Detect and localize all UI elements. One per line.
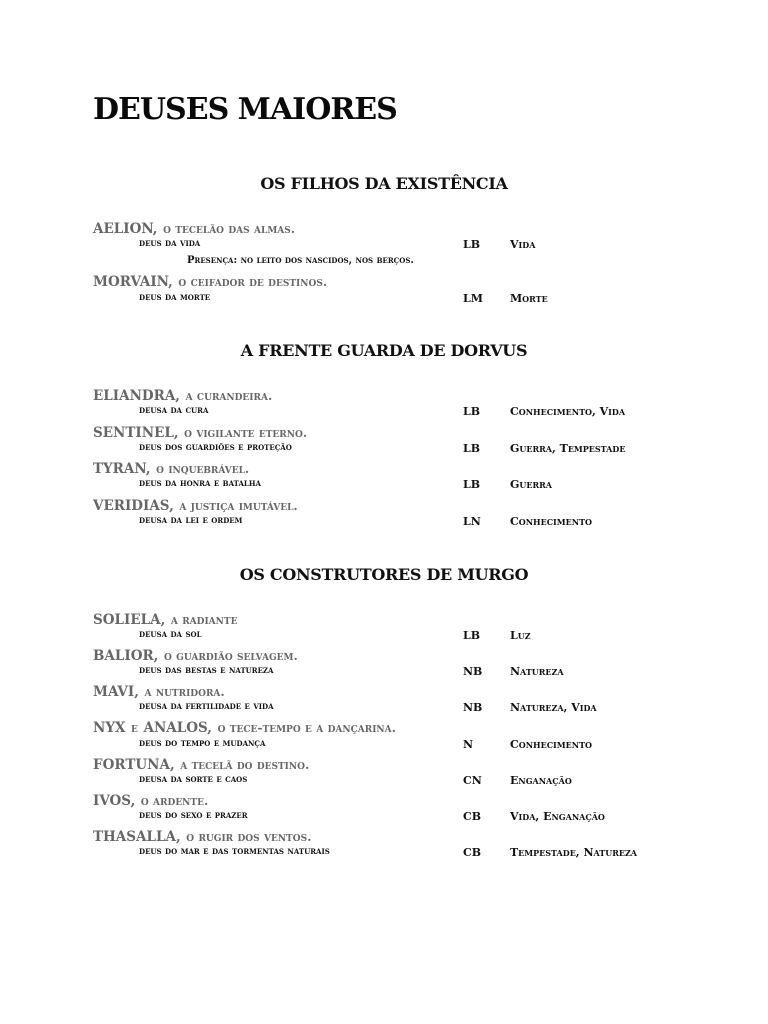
god-detail-row bbox=[0, 738, 768, 752]
god-name-ivos bbox=[93, 790, 208, 808]
alignment: LB bbox=[463, 478, 481, 491]
god-name-sentinel bbox=[93, 422, 307, 440]
domains: Conhecimento bbox=[510, 738, 592, 751]
god-detail-row bbox=[0, 846, 768, 860]
god-name-nyx-e-analos bbox=[93, 717, 396, 735]
domain-title: deus do sexo e prazer bbox=[139, 810, 248, 821]
page-title: DEUSES MAIORES bbox=[93, 92, 397, 127]
domains: Guerra bbox=[510, 478, 552, 491]
domains: Vida, Enganação bbox=[510, 810, 605, 823]
god-name-eliandra bbox=[93, 385, 272, 403]
domain-title: deus do tempo e mudança bbox=[139, 738, 266, 749]
presence-row bbox=[0, 255, 768, 269]
god-detail-row bbox=[0, 478, 768, 492]
alignment: CB bbox=[463, 846, 482, 859]
domain-title: deus da morte bbox=[139, 292, 211, 303]
domain-title: deusa da lei e ordem bbox=[139, 515, 243, 526]
god-name-connector: e bbox=[131, 720, 138, 735]
god-epithet: o inquebrável. bbox=[156, 461, 250, 476]
god-name-aelion bbox=[93, 218, 295, 236]
domain-title: deus do mar e das tormentas naturais bbox=[139, 846, 330, 857]
god-name-text: AELION, bbox=[93, 221, 158, 237]
alignment: LB bbox=[463, 238, 481, 251]
domain-title: deus das bestas e natureza bbox=[139, 665, 274, 676]
god-epithet: o tece-tempo e a dançarina. bbox=[217, 720, 396, 735]
domain-title: deusa da sorte e caos bbox=[139, 774, 248, 785]
god-name-text: ELIANDRA, bbox=[93, 388, 181, 404]
god-name-text: VERIDIAS, bbox=[93, 498, 174, 514]
god-name-soliela bbox=[93, 609, 237, 627]
god-name-text: MAVI, bbox=[93, 684, 139, 700]
domains: Enganação bbox=[510, 774, 572, 787]
god-detail-row bbox=[0, 238, 768, 252]
god-name-text: FORTUNA, bbox=[93, 757, 175, 773]
god-name-tyran bbox=[93, 458, 249, 476]
alignment: CN bbox=[463, 774, 482, 787]
alignment: LN bbox=[463, 515, 481, 528]
alignment: LB bbox=[463, 629, 481, 642]
god-epithet: o tecelão das almas. bbox=[163, 221, 296, 236]
god-epithet: o ceifador de destinos. bbox=[178, 274, 328, 289]
domain-title: deus da honra e batalha bbox=[139, 478, 261, 489]
god-epithet: o guardião selvagem. bbox=[163, 648, 298, 663]
god-name-text: MORVAIN, bbox=[93, 274, 173, 290]
alignment: NB bbox=[463, 665, 483, 678]
domain-title: deusa da cura bbox=[139, 405, 209, 416]
section-title: A FRENTE GUARDA DE DORVUS bbox=[240, 341, 528, 360]
domain-title: deusa da fertilidade e vida bbox=[139, 701, 274, 712]
alignment: N bbox=[463, 738, 474, 751]
domain-title: deus da vida bbox=[139, 238, 201, 249]
god-name-text: SOLIELA, bbox=[93, 612, 166, 628]
domains: Morte bbox=[510, 292, 548, 305]
god-detail-row bbox=[0, 515, 768, 529]
god-name-text: TYRAN, bbox=[93, 461, 151, 477]
god-name-veridias bbox=[93, 495, 298, 513]
god-detail-row bbox=[0, 292, 768, 306]
section-title: OS FILHOS DA EXISTÊNCIA bbox=[260, 174, 508, 193]
domains: Conhecimento, Vida bbox=[510, 405, 626, 418]
domains: Conhecimento bbox=[510, 515, 592, 528]
alignment: NB bbox=[463, 701, 483, 714]
god-epithet: a curandeira. bbox=[185, 388, 273, 403]
god-name-thasalla bbox=[93, 826, 311, 844]
domains: Vida bbox=[510, 238, 536, 251]
domains: Tempestade, Natureza bbox=[510, 846, 637, 859]
domains: Natureza, Vida bbox=[510, 701, 597, 714]
alignment: LB bbox=[463, 442, 481, 455]
god-detail-row bbox=[0, 665, 768, 679]
god-detail-row bbox=[0, 701, 768, 715]
domain-title: deusa da sol bbox=[139, 629, 202, 640]
god-detail-row bbox=[0, 442, 768, 456]
presence-text: Presença: no leito dos nascidos, nos berços. bbox=[187, 255, 414, 266]
domains: Natureza bbox=[510, 665, 564, 678]
god-name-text: IVOS, bbox=[93, 793, 136, 809]
god-detail-row bbox=[0, 810, 768, 824]
god-detail-row bbox=[0, 629, 768, 643]
god-name-balior bbox=[93, 645, 298, 663]
domains: Guerra, Tempestade bbox=[510, 442, 626, 455]
god-name-text: BALIOR, bbox=[93, 648, 159, 664]
alignment: LB bbox=[463, 405, 481, 418]
god-name-text: NYX bbox=[93, 720, 126, 736]
god-epithet: o rugir dos ventos. bbox=[186, 829, 312, 844]
alignment: LM bbox=[463, 292, 483, 305]
god-epithet: a tecelã do destino. bbox=[180, 757, 310, 772]
god-detail-row bbox=[0, 774, 768, 788]
section-title: OS CONSTRUTORES DE MURGO bbox=[239, 565, 529, 584]
god-name-morvain bbox=[93, 271, 327, 289]
god-epithet: a justiça imutável. bbox=[179, 498, 298, 513]
god-epithet: a nutridora. bbox=[144, 684, 225, 699]
god-detail-row bbox=[0, 405, 768, 419]
domains: Luz bbox=[510, 629, 531, 642]
god-name-text-2: ANALOS, bbox=[143, 720, 212, 736]
god-name-mavi bbox=[93, 681, 225, 699]
god-epithet: o ardente. bbox=[140, 793, 209, 808]
god-name-fortuna bbox=[93, 754, 309, 772]
god-name-text: SENTINEL, bbox=[93, 425, 179, 441]
domain-title: deus dos guardiões e proteção bbox=[139, 442, 292, 453]
god-epithet: a radiante bbox=[170, 612, 238, 627]
god-name-text: THASALLA, bbox=[93, 829, 181, 845]
god-epithet: o vigilante eterno. bbox=[184, 425, 308, 440]
alignment: CB bbox=[463, 810, 482, 823]
